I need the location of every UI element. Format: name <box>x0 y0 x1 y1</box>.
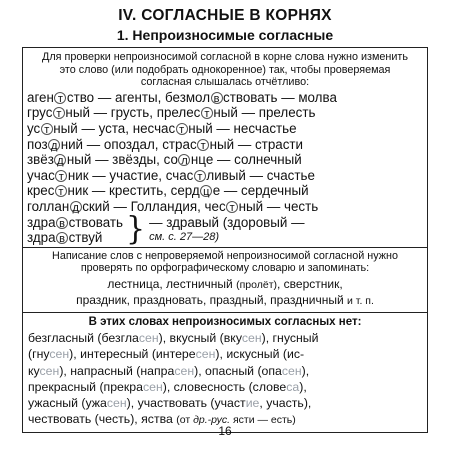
example-line <box>27 90 427 106</box>
text-segment: ствовать <box>68 214 124 230</box>
rule-text-2: Написание слов с непроверяемой непроизносимой согласной нужно проверять по орфографическому словарю и запоминать: <box>52 249 398 275</box>
circled-letter: л <box>178 154 190 166</box>
circled-letter: ц <box>200 185 212 197</box>
circled-letter: д <box>48 139 60 151</box>
absent-line <box>28 363 422 379</box>
circled-letter: в <box>56 232 68 244</box>
text-segment: ный — грусть, прелес <box>65 105 201 121</box>
circled-letter: т <box>226 201 238 213</box>
text-segment: крес <box>27 183 55 199</box>
circled-letter: т <box>41 123 53 135</box>
faded-letters: сен <box>241 330 262 345</box>
example-line <box>27 199 427 215</box>
dictionary-words <box>23 275 427 311</box>
small-note: (от <box>176 414 194 427</box>
text-segment: ), гнусный <box>261 330 319 345</box>
text-segment: ство — агенты, безмол <box>66 89 211 105</box>
text-segment: прекрасный (прекра <box>28 379 143 394</box>
text-segment: ужасный (ужа <box>28 396 107 411</box>
text-segment: ник — участие, счас <box>67 167 194 183</box>
absent-line <box>28 330 422 346</box>
text-segment: здра <box>27 230 56 246</box>
text-segment: ), <box>301 363 310 378</box>
rule-text-1: Для проверки непроизносимой согласной в корне слова нужно изменить это слово (или подобрать однокоренное) так, чтобы проверяемая согласная слышалась отчётливо: <box>42 51 408 89</box>
faded-letters: сен <box>138 330 159 345</box>
absent-line <box>28 395 422 411</box>
example-line <box>27 183 427 199</box>
faded-letters: ие <box>245 396 260 411</box>
zdrav-reference: см. с. 27—28) <box>149 231 220 244</box>
text-segment: грус <box>27 105 53 121</box>
circled-letter: т <box>55 185 67 197</box>
example-line <box>27 121 427 137</box>
faded-letters: са <box>286 379 300 394</box>
example-line <box>27 137 427 153</box>
example-line <box>27 152 427 168</box>
text-segment: , участь), <box>259 396 312 411</box>
text-segment: аген <box>27 89 54 105</box>
text-segment: ный — уста, несчас <box>53 120 176 136</box>
faded-letters: сен <box>174 363 195 378</box>
text-segment: ствуй <box>68 230 103 246</box>
dict-text: праздник, праздновать, праздный, праздничный <box>76 292 348 307</box>
faded-letters: сен <box>142 379 163 394</box>
circled-letter: т <box>176 123 188 135</box>
zdrav-words <box>27 215 123 246</box>
text-segment: ный — звёзды, со <box>66 152 178 168</box>
dict-note: (пролёт) <box>236 278 277 291</box>
brace: } <box>126 211 146 248</box>
text-segment: поз <box>27 136 48 152</box>
text-segment: ный — страсти <box>209 136 304 152</box>
zdrav-word-2 <box>27 230 123 246</box>
text-segment: здра <box>27 214 56 230</box>
zdrav-group <box>23 211 427 248</box>
absent-list <box>23 330 427 432</box>
dictionary-line-2 <box>27 293 423 309</box>
faded-letters: сен <box>39 363 60 378</box>
text-segment: учас <box>27 167 55 183</box>
text-segment: ), опасный (опа <box>194 363 282 378</box>
examples-list <box>23 90 427 215</box>
text-segment: ус <box>27 120 41 136</box>
text-segment: ), <box>299 379 307 394</box>
text-segment: ливый — счастье <box>206 167 315 183</box>
text-segment: ), словесность (слове <box>162 379 287 394</box>
absent-line <box>28 346 422 362</box>
zdrav-word-1 <box>27 215 123 231</box>
zdrav-result-text: — здравый (здоровый — <box>149 214 305 230</box>
dict-text: лестница, лестничный <box>107 276 237 291</box>
section-subtitle: 1. Непроизносимые согласные <box>116 27 334 43</box>
dictionary-line-1 <box>27 277 423 293</box>
zdrav-result <box>149 215 304 246</box>
circled-letter: т <box>197 139 209 151</box>
circled-letter: т <box>194 170 206 182</box>
circled-letter: в <box>56 217 68 229</box>
dict-text: , сверстник, <box>277 276 343 291</box>
circled-letter: д <box>70 201 82 213</box>
circled-letter: т <box>54 92 66 104</box>
page-number: 16 <box>218 424 232 438</box>
text-segment: ний — опоздал, страс <box>60 136 197 152</box>
small-note: ясти — есть) <box>230 414 296 427</box>
rule-box <box>22 47 428 433</box>
example-line <box>27 105 427 121</box>
text-segment: чествовать (честь), яства <box>28 412 177 427</box>
faded-letters: сен <box>195 347 216 362</box>
text-segment: нце — солнечный <box>190 152 302 168</box>
faded-letters: сен <box>49 347 70 362</box>
absent-line <box>28 379 422 395</box>
text-segment: звёз <box>27 152 54 168</box>
faded-letters: сен <box>281 363 302 378</box>
circled-letter: т <box>53 107 65 119</box>
text-segment: ский — Голландия, чес <box>82 198 226 214</box>
text-segment: ), вкусный (вку <box>158 330 242 345</box>
circled-letter: т <box>201 107 213 119</box>
text-segment: ный — честь <box>238 198 319 214</box>
dict-note: и т. п. <box>347 294 374 307</box>
page-title: IV. СОГЛАСНЫЕ В КОРНЯХ <box>118 7 332 24</box>
circled-letter: в <box>211 92 223 104</box>
text-segment: ), напрасный (напра <box>59 363 175 378</box>
text-segment: ный — прелесть <box>213 105 316 121</box>
text-segment: е — сердечный <box>212 183 309 199</box>
example-line <box>27 168 427 184</box>
text-segment: ник — крестить, серд <box>67 183 200 199</box>
text-segment: голлан <box>27 198 70 214</box>
text-segment: (гну <box>28 347 50 362</box>
text-segment: ку <box>28 363 40 378</box>
text-segment: ный — несчастье <box>188 120 297 136</box>
text-segment: безгласный (безгла <box>28 330 139 345</box>
text-segment: ствовать — молва <box>223 89 337 105</box>
text-segment: ), интересный (интере <box>69 347 196 362</box>
circled-letter: т <box>55 170 67 182</box>
italic-note: др.-рус. <box>193 414 231 427</box>
text-segment: ), искусный (ис- <box>215 347 305 362</box>
faded-letters: сен <box>106 396 127 411</box>
text-segment: ), участвовать (участ <box>126 396 246 411</box>
absent-heading: В этих словах непроизносимых согласных нет: <box>88 315 362 328</box>
circled-letter: д <box>54 154 66 166</box>
